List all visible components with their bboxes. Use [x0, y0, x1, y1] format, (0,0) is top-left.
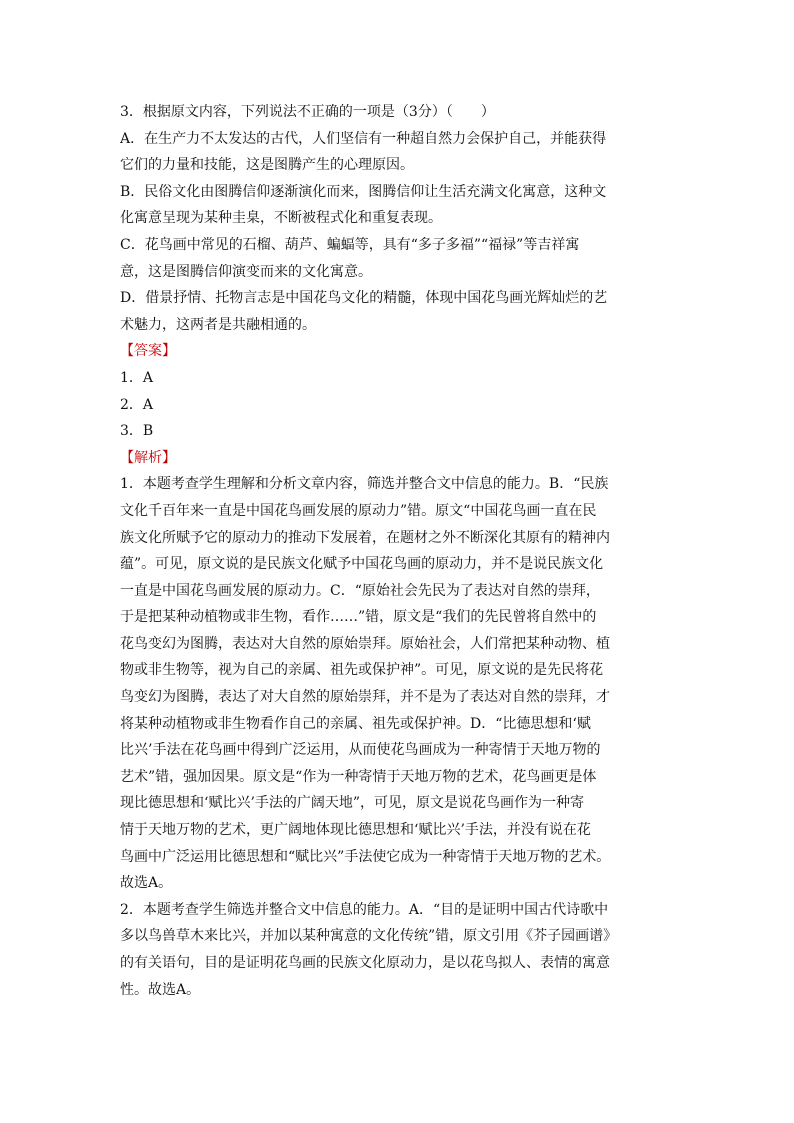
option-a-line-1: A．在生产力不太发达的古代，人们坚信有一种超自然力会保护自己，并能获得: [120, 130, 607, 147]
analysis-1-line: 比兴’手法在花鸟画中得到广泛运用，从而使花鸟画成为一种寄情于天地万物的: [120, 742, 601, 759]
option-c-line-1: C．花鸟画中常见的石榴、葫芦、蝙蝠等，具有“多子多福”“福禄”等吉祥寓: [120, 236, 580, 253]
analysis-1-line: 蕴”。可见，原文说的是民族文化赋予中国花鸟画的原动力，并不是说民族文化: [120, 556, 604, 573]
analysis-1-line: 一直是中国花鸟画发展的原动力。C．“原始社会先民为了表达对自然的崇拜，: [120, 582, 600, 599]
option-a-line-2: 它们的力量和技能，这是图腾产生的心理原因。: [120, 157, 414, 174]
analysis-1-line: 情于天地万物的艺术，更广阔地体现比德思想和‘赋比兴’手法，并没有说在花: [120, 822, 591, 839]
analysis-1-line: 花鸟变幻为图腾，表达对大自然的原始崇拜。原始社会，人们常把某种动物、植: [120, 635, 610, 652]
document-body: [120, 99, 676, 1003]
answer-item-2: 2．A: [120, 396, 154, 413]
analysis-1-line: 于是把某种动植物或非生物，看作……”错，原文是“我们的先民曾将自然中的: [120, 609, 597, 626]
analysis-2-line: 多以鸟兽草木来比兴，并加以某种寓意的文化传统”错，原文引用《芥子园画谱》: [120, 928, 618, 945]
analysis-2-line: 性。故选A。: [120, 981, 201, 998]
analysis-1-line: 鸟变幻为图腾，表达了对大自然的原始崇拜，并不是为了表达对自然的崇拜，才: [120, 689, 610, 706]
answer-item-1: 1．A: [120, 369, 154, 386]
option-b-line-2: 化寓意呈现为某种圭臬，不断被程式化和重复表现。: [120, 210, 442, 227]
analysis-1-line: 物或非生物等，视为自己的亲属、祖先或保护神”。可见，原文说的是先民将花: [120, 662, 604, 679]
option-d-line-2: 术魅力，这两者是共融相通的。: [120, 316, 316, 333]
analysis-1-line: 鸟画中广泛运用比德思想和“赋比兴”手法使它成为一种寄情于天地万物的艺术。: [120, 848, 611, 865]
analysis-header: 【解析】: [120, 449, 176, 466]
answer-item-3: 3．B: [120, 423, 154, 440]
analysis-1-line: 故选A。: [120, 875, 173, 892]
analysis-1-line: 族文化所赋予它的原动力的推动下发展着，在题材之外不断深化其原有的精神内: [120, 529, 610, 546]
answer-header: 【答案】: [120, 343, 176, 360]
analysis-1-line: 艺术”错，强加因果。原文是“作为一种寄情于天地万物的艺术，花鸟画更是体: [120, 768, 597, 785]
analysis-1-line: 1．本题考查学生理解和分析文章内容，筛选并整合文中信息的能力。B．“民族: [120, 476, 609, 493]
analysis-1-line: 现比德思想和‘赋比兴’手法的广阔天地”，可见，原文是说花鸟画作为一种寄: [120, 795, 585, 812]
analysis-2-line: 的有关语句，目的是证明花鸟画的民族文化原动力，是以花鸟拟人、表情的寓意: [120, 955, 610, 971]
option-c-line-2: 意，这是图腾信仰演变而来的文化寓意。: [120, 263, 372, 280]
question-3-stem: 3．根据原文内容，下列说法不正确的一项是（3分）（ ）: [120, 104, 495, 120]
option-b-line-1: B．民俗文化由图腾信仰逐渐演化而来，图腾信仰让生活充满文化寓意，这种文: [120, 183, 607, 200]
analysis-1-line: 将某种动植物或非生物看作自己的亲属、祖先或保护神。D．“比德思想和‘赋: [120, 715, 591, 732]
analysis-2-line: 2．本题考查学生筛选并整合文中信息的能力。A．“目的是证明中国古代诗歌中: [120, 901, 609, 918]
option-d-line-1: D．借景抒情、托物言志是中国花鸟文化的精髓，体现中国花鸟画光辉灿烂的艺: [120, 290, 608, 307]
analysis-1-line: 文化千百年来一直是中国花鸟画发展的原动力”错。原文“中国花鸟画一直在民: [120, 502, 597, 519]
